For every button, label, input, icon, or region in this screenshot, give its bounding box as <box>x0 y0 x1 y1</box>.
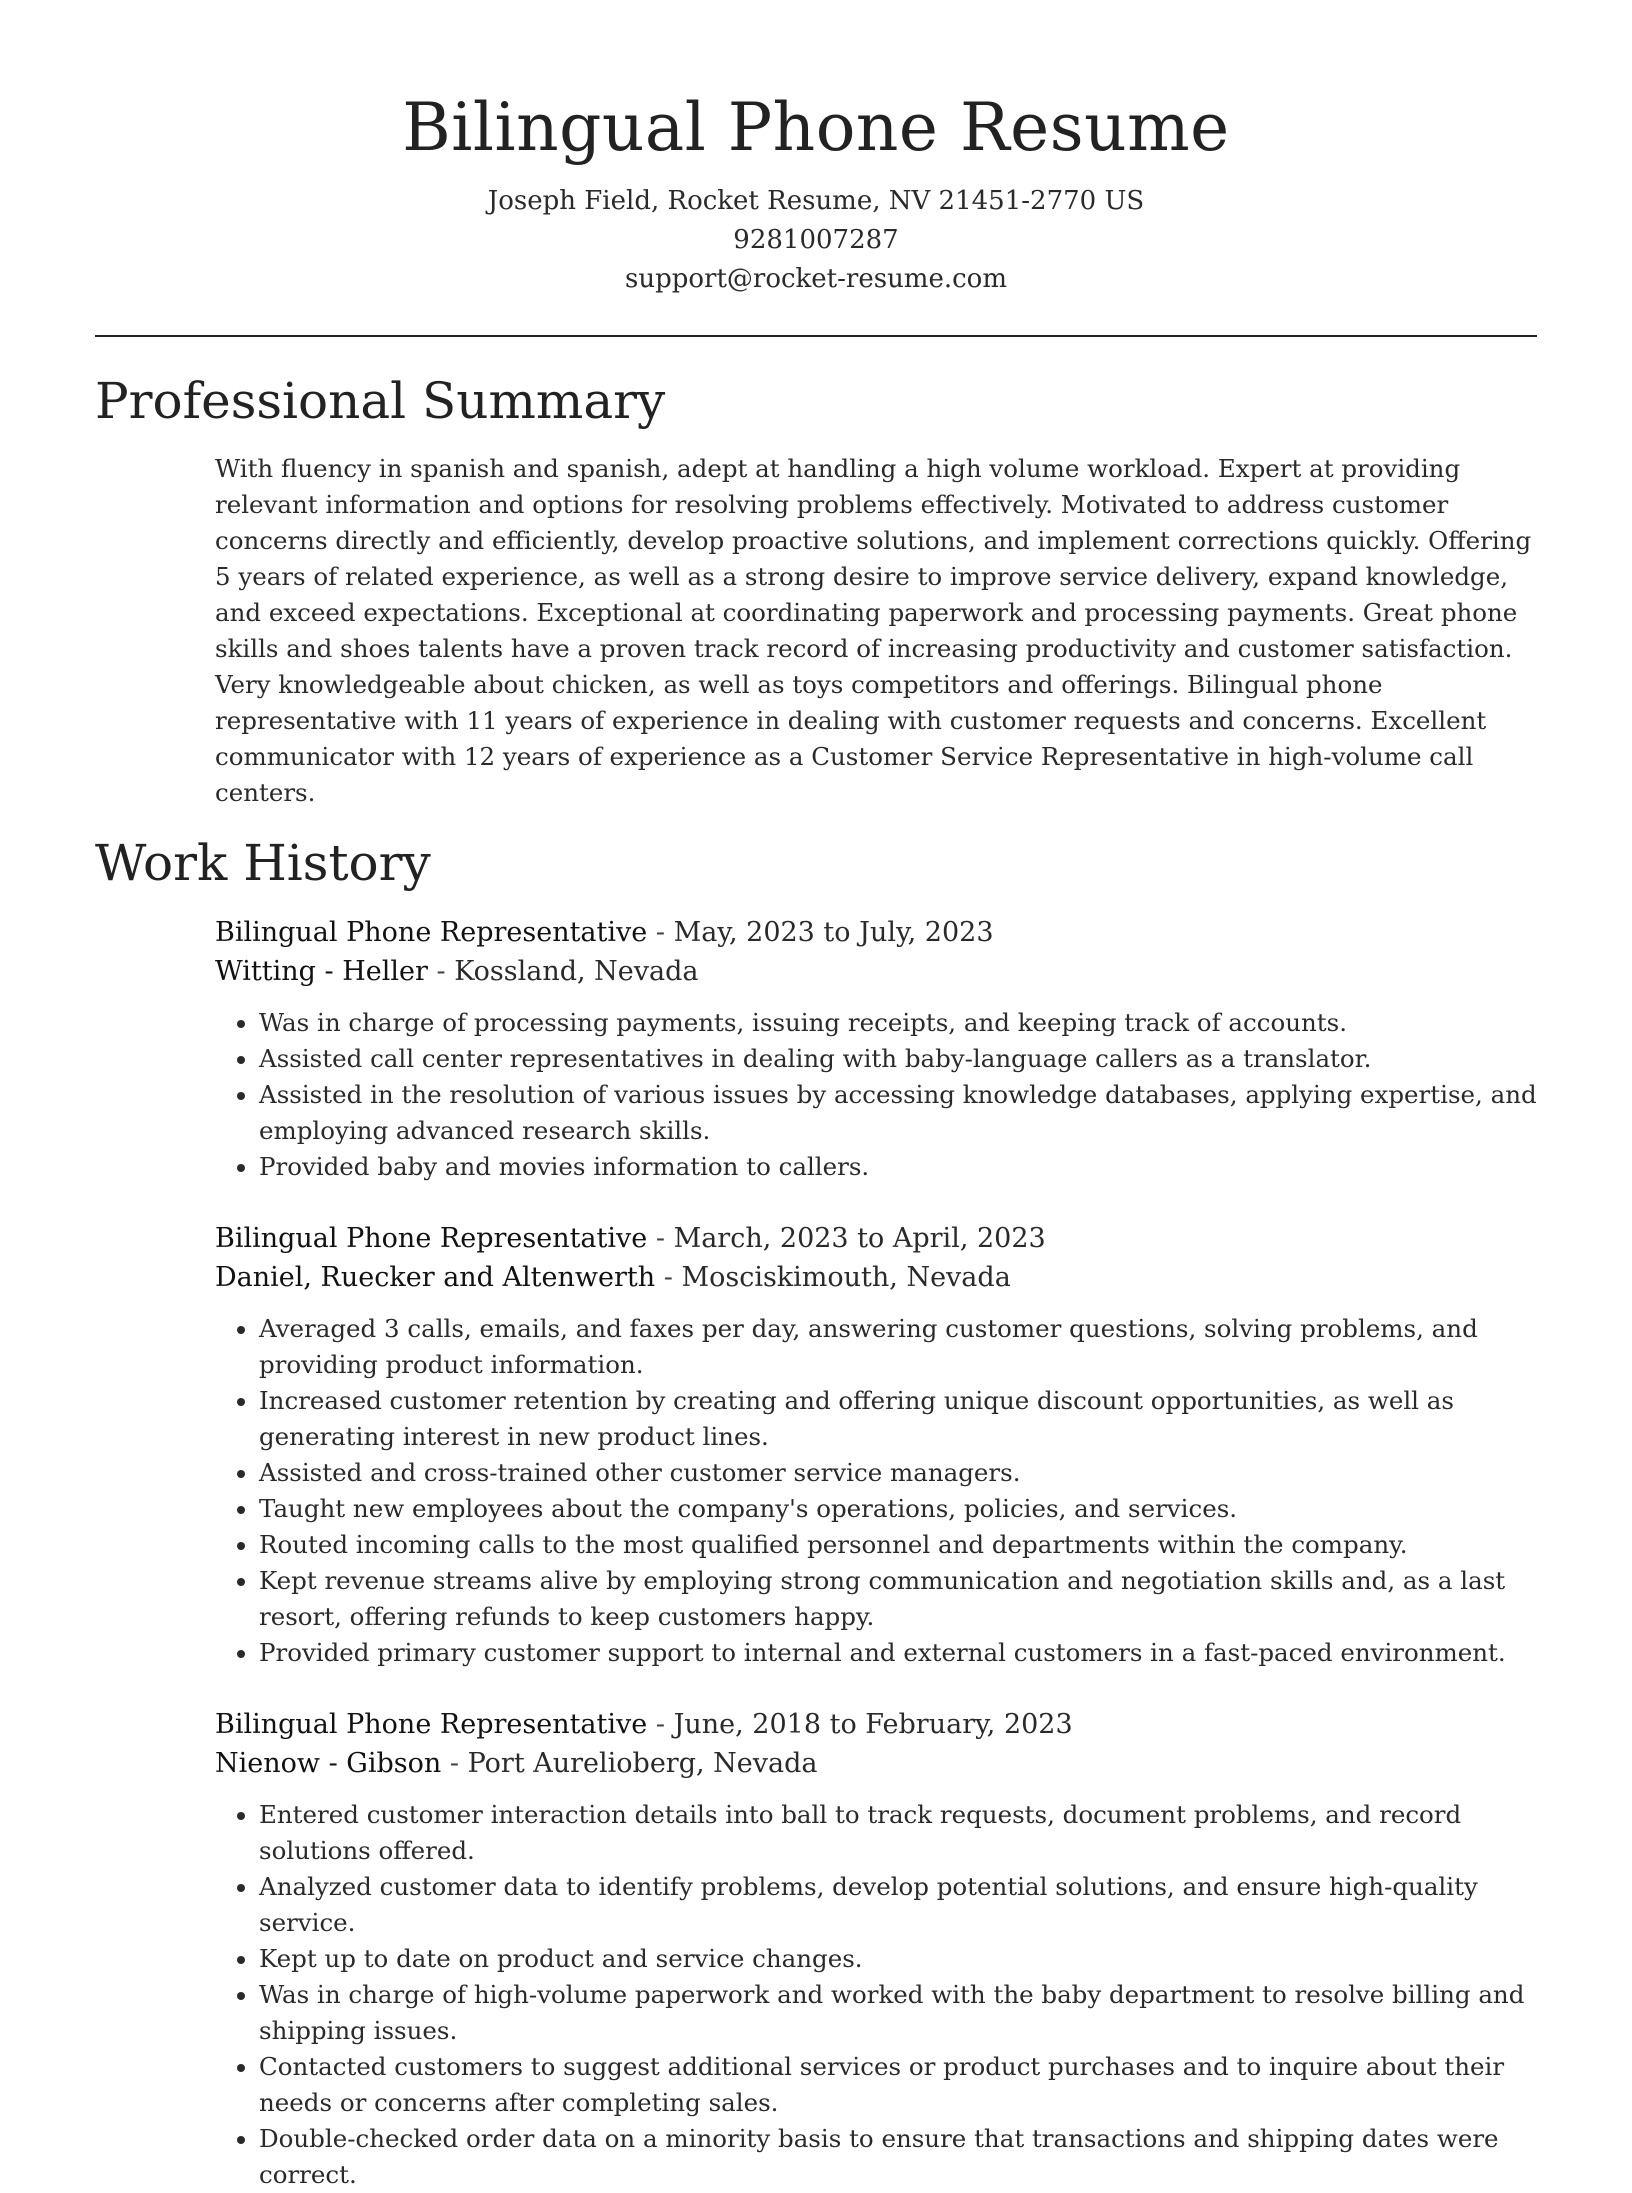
job-title-line <box>215 1219 1537 1258</box>
company-name: Witting - Heller <box>215 956 428 987</box>
job-title: Bilingual Phone Representative <box>215 917 648 948</box>
responsibility-item: • Entered customer interaction details into ball to track requests, document problems, and record solutions offered. <box>259 1797 1537 1869</box>
responsibility-item: • Was in charge of processing payments, issuing receipts, and keeping track of accounts. <box>259 1005 1537 1041</box>
responsibility-item: • Double-checked order data on a minority basis to ensure that transactions and shipping dates were correct. <box>259 2121 1537 2193</box>
contact-info <box>95 182 1537 299</box>
separator: - <box>647 1223 674 1254</box>
document-title: Bilingual Phone Resume <box>402 89 1230 166</box>
job-company-line <box>215 1258 1537 1297</box>
responsibility-item: • Assisted call center representatives in dealing with baby-language callers as a translator. <box>259 1041 1537 1077</box>
job-title-line <box>215 1705 1537 1744</box>
contact-address: Joseph Field, Rocket Resume, NV 21451-2770 US <box>487 186 1145 216</box>
job-entry <box>215 1705 1537 2193</box>
job-dates: March, 2023 to April, 2023 <box>673 1223 1046 1254</box>
responsibility-item: • Was in charge of high-volume paperwork and worked with the baby department to resolve billing and shipping issues. <box>259 1977 1537 2049</box>
responsibility-item: • Routed incoming calls to the most qualified personnel and departments within the company. <box>259 1527 1537 1563</box>
header-divider <box>95 335 1537 337</box>
job-title: Bilingual Phone Representative <box>215 1223 648 1254</box>
job-entry <box>215 913 1537 1185</box>
separator: - <box>427 956 455 987</box>
responsibility-item: • Kept up to date on product and service changes. <box>259 1941 1537 1977</box>
section-heading-summary: Professional Summary <box>95 372 666 430</box>
company-name: Nienow - Gibson <box>215 1748 442 1779</box>
job-location: Mosciskimouth, Nevada <box>681 1262 1011 1293</box>
responsibility-item: • Taught new employees about the company's operations, policies, and services. <box>259 1491 1537 1527</box>
separator: - <box>441 1748 468 1779</box>
job-dates: June, 2018 to February, 2023 <box>673 1709 1073 1740</box>
responsibility-item: • Provided primary customer support to internal and external customers in a fast-paced environment. <box>259 1635 1537 1671</box>
responsibility-item: • Provided baby and movies information to callers. <box>259 1149 1537 1185</box>
separator: - <box>647 917 674 948</box>
section-heading-work-history: Work History <box>95 834 431 892</box>
job-location: Port Aurelioberg, Nevada <box>467 1748 818 1779</box>
resume-header <box>95 0 1537 299</box>
job-company-line <box>215 1744 1537 1783</box>
job-title-line <box>215 913 1537 952</box>
summary-paragraph: With fluency in spanish and spanish, adept at handling a high volume workload. Expert at providing relevant information and options for resolving problems effectively. Motivated to address customer concerns directly and efficiently, develop proactive solutions, and implement corrections quickly. Offering 5 years of related experience, as well as a strong desire to improve service delivery, expand knowledge, and exceed expectations. Exceptional at coordinating paperwork and processing payments. Great phone skills and shoes talents have a proven track record of increasing productivity and customer satisfaction. Very knowledgeable about chicken, as well as toys competitors and offerings. Bilingual phone representative with 11 years of experience in dealing with customer requests and concerns. Excellent communicator with 12 years of experience as a Customer Service Representative in high-volume call centers. <box>215 454 1532 807</box>
job-responsibilities <box>215 1311 1537 1671</box>
separator: - <box>655 1262 682 1293</box>
professional-summary-section <box>95 369 1537 811</box>
job-company-line <box>215 952 1537 991</box>
separator: - <box>647 1709 674 1740</box>
responsibility-item: • Kept revenue streams alive by employing strong communication and negotiation skills and, as a last resort, offering refunds to keep customers happy. <box>259 1563 1537 1635</box>
job-dates: May, 2023 to July, 2023 <box>673 917 994 948</box>
responsibility-item: • Increased customer retention by creating and offering unique discount opportunities, as well as generating interest in new product lines. <box>259 1383 1537 1455</box>
contact-email: support@rocket-resume.com <box>624 264 1007 294</box>
responsibility-item: • Contacted customers to suggest additional services or product purchases and to inquire about their needs or concerns after completing sales. <box>259 2049 1537 2121</box>
job-responsibilities <box>215 1797 1537 2193</box>
responsibility-item: • Assisted and cross-trained other customer service managers. <box>259 1455 1537 1491</box>
responsibility-item: • Analyzed customer data to identify problems, develop potential solutions, and ensure high-quality service. <box>259 1869 1537 1941</box>
work-history-section <box>95 831 1537 2193</box>
contact-phone: 9281007287 <box>733 225 899 255</box>
job-responsibilities <box>215 1005 1537 1185</box>
job-entry <box>215 1219 1537 1671</box>
company-name: Daniel, Ruecker and Altenwerth <box>215 1262 656 1293</box>
responsibility-item: • Assisted in the resolution of various issues by accessing knowledge databases, applying expertise, and employing advanced research skills. <box>259 1077 1537 1149</box>
job-title: Bilingual Phone Representative <box>215 1709 648 1740</box>
responsibility-item: • Averaged 3 calls, emails, and faxes per day, answering customer questions, solving problems, and providing product information. <box>259 1311 1537 1383</box>
job-location: Kossland, Nevada <box>454 956 699 987</box>
